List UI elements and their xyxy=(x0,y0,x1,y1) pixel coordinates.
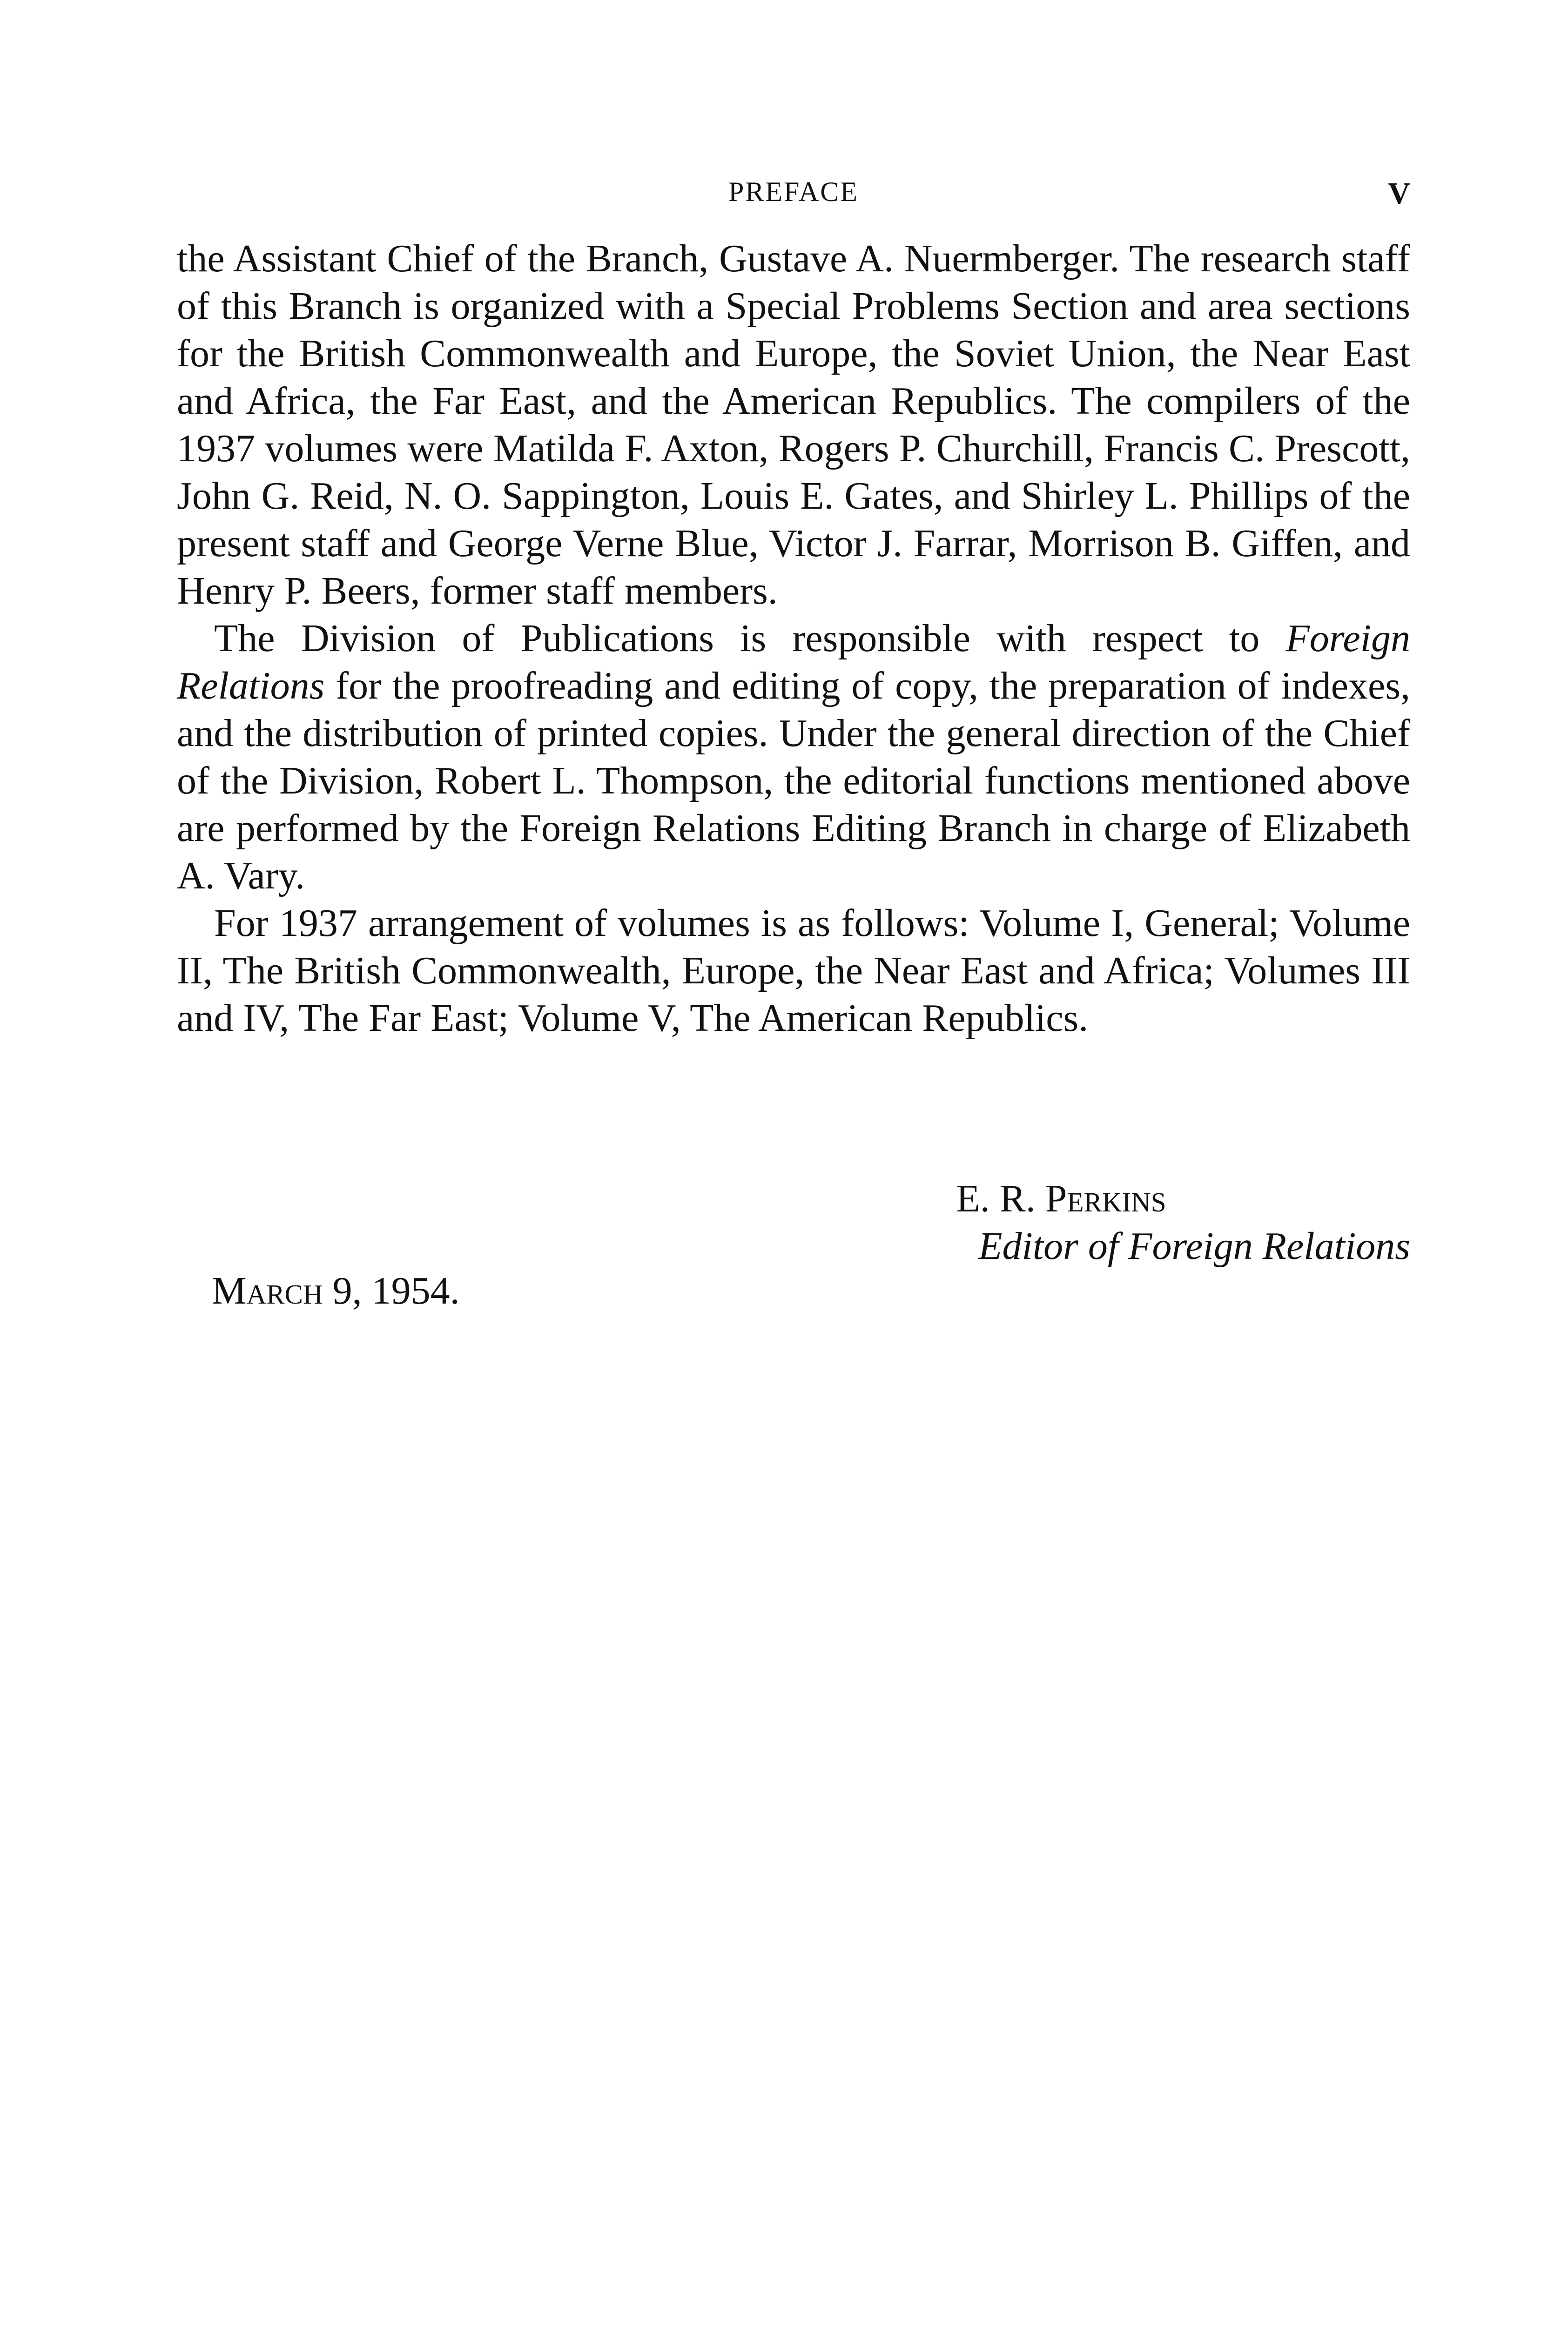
paragraph-division-of-publications xyxy=(177,615,1410,900)
running-head xyxy=(177,176,1410,218)
paragraph-research-staff: the Assistant Chief of the Branch, Gustave A. Nuermberger. The research staff of this Branch is organized with a Special Problems Section and area sections for the British Commonwealth and Europe, the Soviet Union, the Near East and Africa, the Far East, and the American Republics. The compilers of the 1937 volumes were Matilda F. Axton, Rogers P. Churchill, Francis C. Prescott, John G. Reid, N. O. Sappington, Louis E. Gates, and Shirley L. Phillips of the present staff and George Verne Blue, Victor J. Farrar, Morrison B. Giffen, and Henry P. Beers, former staff members. xyxy=(177,237,1410,612)
signer-surname: Perkins xyxy=(1045,1177,1166,1220)
signature-block xyxy=(177,1175,1410,1270)
body-text xyxy=(177,235,1410,1042)
date-line xyxy=(212,1268,460,1313)
signer-title: Editor of Foreign Relations xyxy=(978,1224,1410,1268)
paragraph-text: for the proofreading and editing of copy, the preparation of indexes, and the distribution of printed copies. Under the general direction of the Chief of the Division, Robert L. Thompson, the editorial functions mentioned above are performed by the Foreign Relations Editing Branch in charge of Elizabeth A. Vary. xyxy=(177,664,1410,897)
publication-title: Foreign Relations xyxy=(177,617,1410,707)
signer-name xyxy=(177,1175,1410,1223)
date-rest: 9, 1954. xyxy=(323,1269,460,1312)
running-title: PREFACE xyxy=(728,176,859,207)
signer-initials: E. R. xyxy=(956,1177,1045,1220)
page-number: V xyxy=(1388,176,1410,210)
paragraph-volume-arrangement: For 1937 arrangement of volumes is as follows: Volume I, General; Volume II, The British Commonwealth, Europe, the Near East and Africa; Volumes III and IV, The Far East; Volume V, The American Republics. xyxy=(177,901,1410,1040)
date-month: March xyxy=(212,1269,323,1312)
paragraph-text: The Division of Publications is responsible with respect to xyxy=(214,617,1286,660)
